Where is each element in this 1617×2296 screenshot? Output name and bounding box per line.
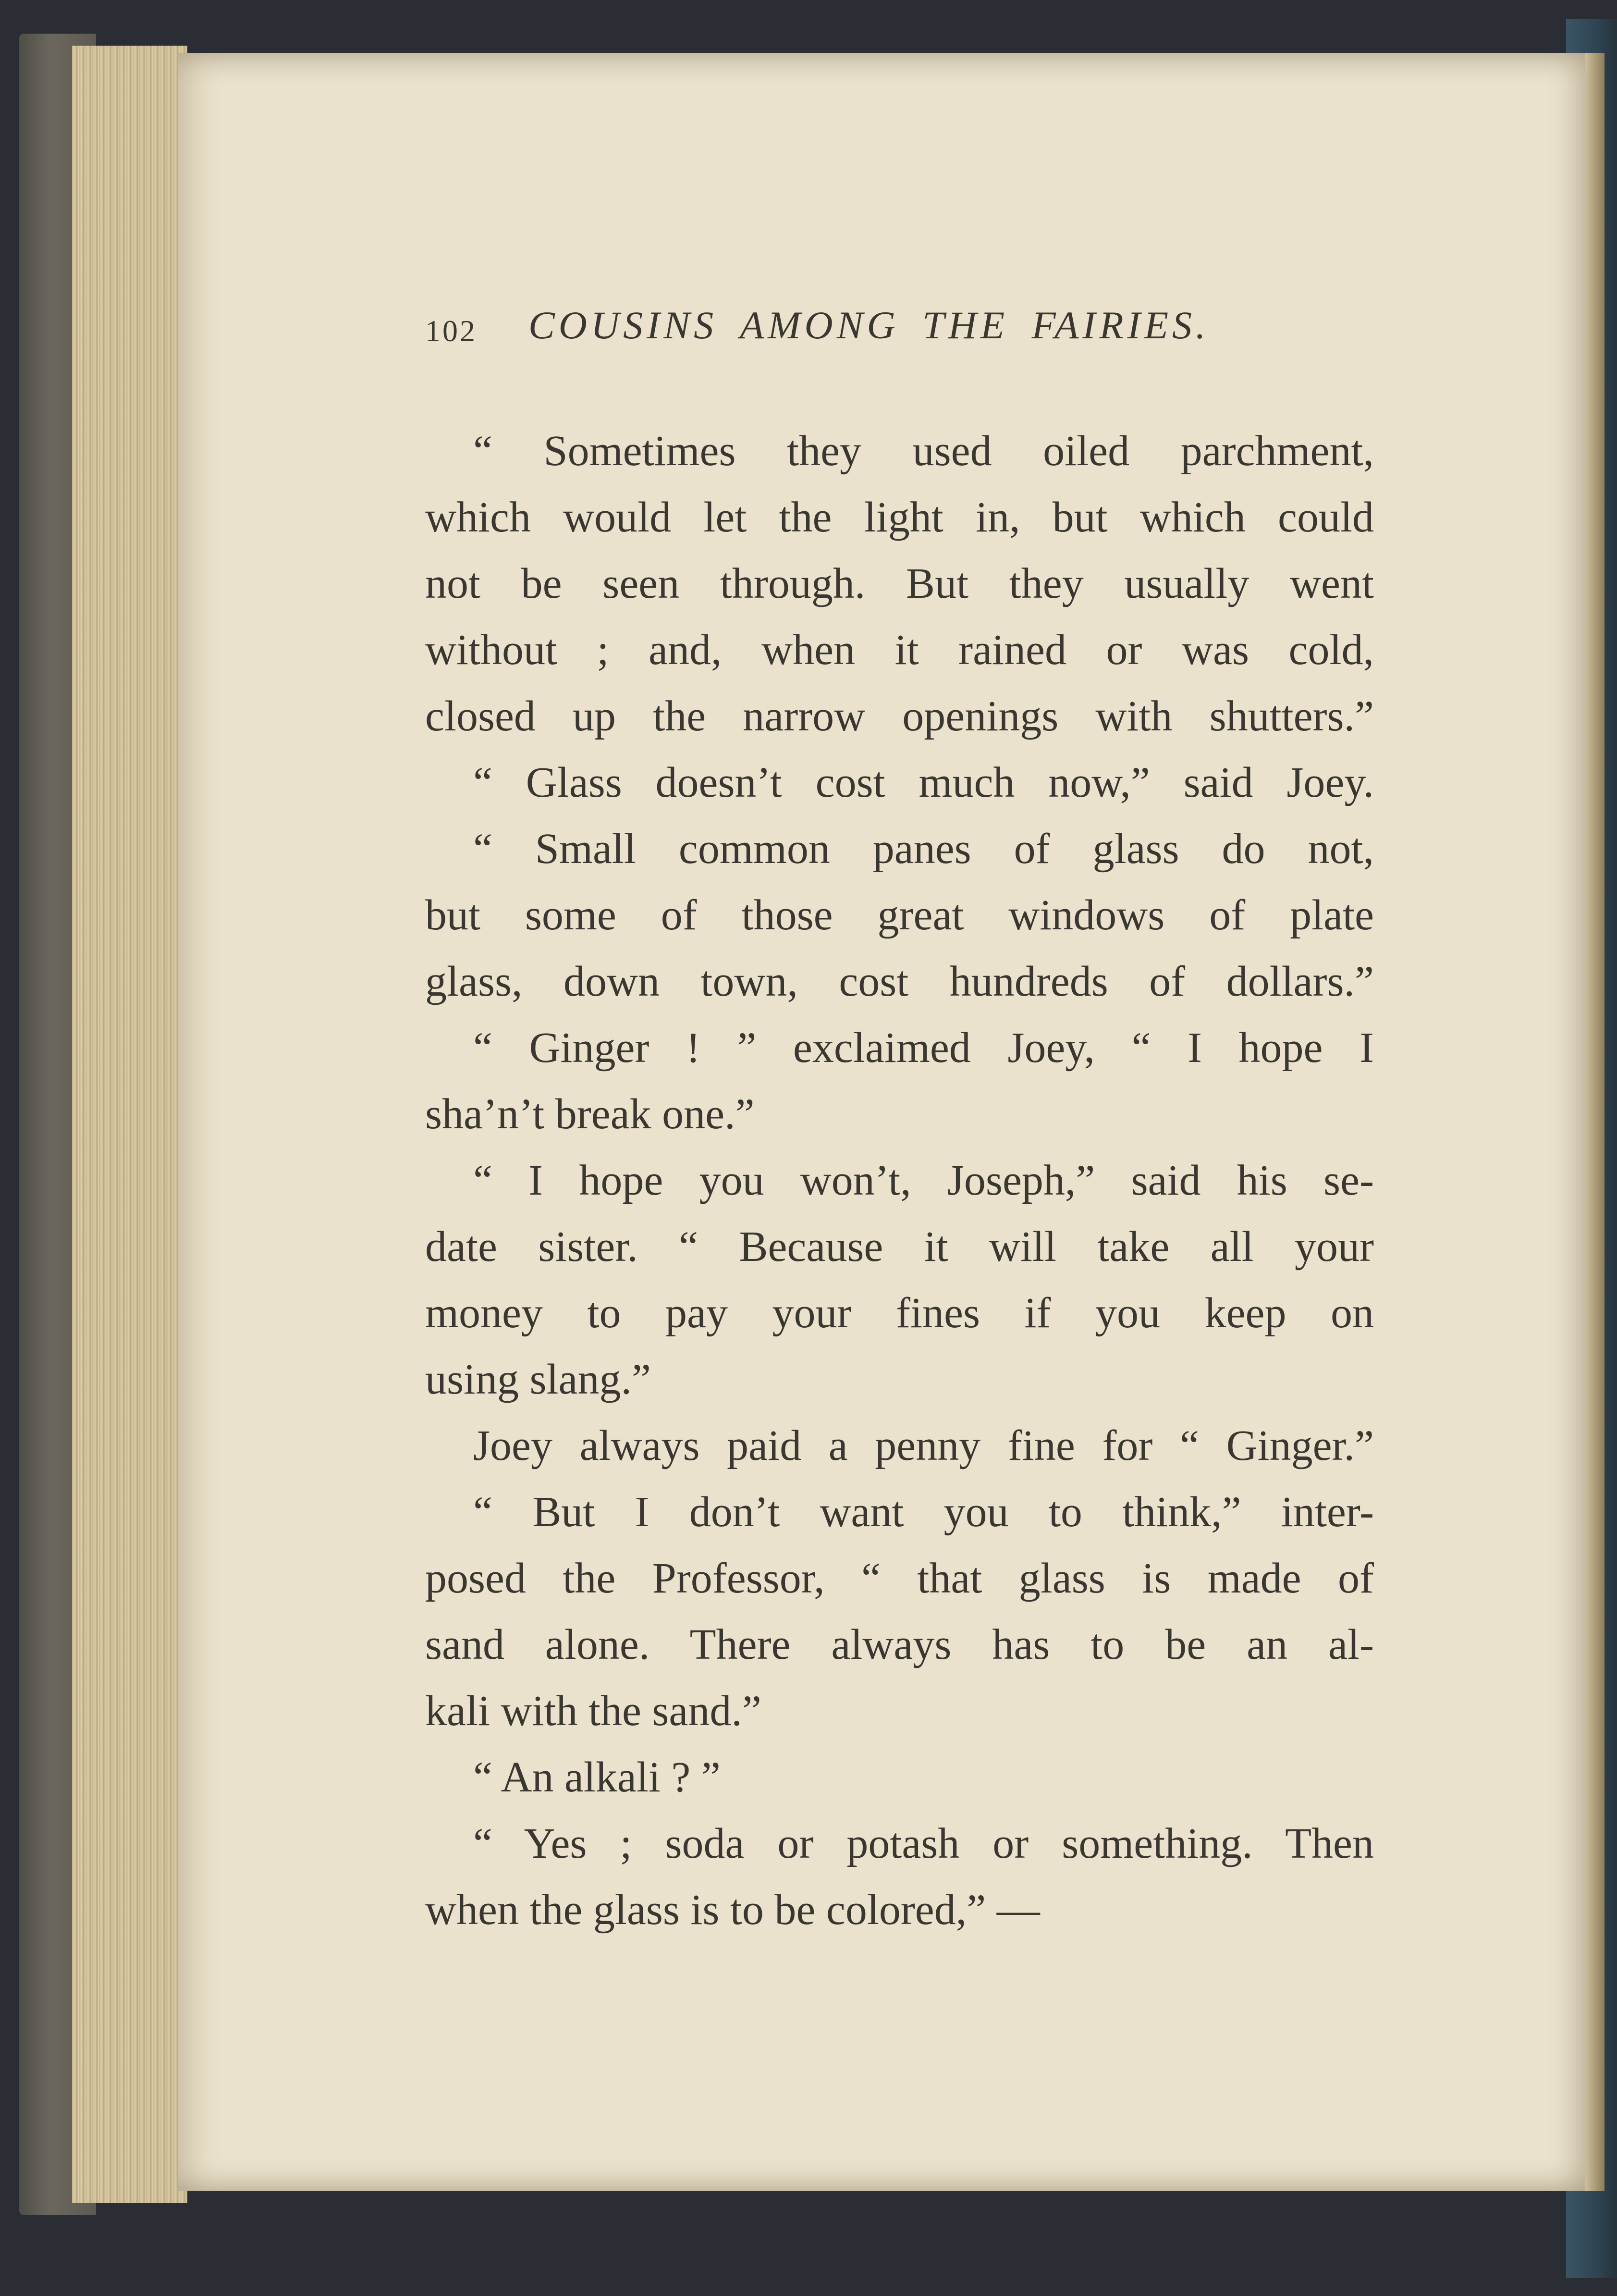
text-line: sand alone. There always has to be an al- xyxy=(425,1621,1374,1668)
text-line: “ Yes ; soda or potash or something. Then xyxy=(473,1820,1374,1867)
text-line: posed the Professor, “ that glass is made of xyxy=(425,1555,1374,1602)
running-title: COUSINS AMONG THE FAIRIES. xyxy=(528,303,1210,347)
text-line: “ Glass doesn’t cost much now,” said Joey. xyxy=(473,759,1374,806)
text-line: but some of those great windows of plate xyxy=(425,891,1374,939)
text-line: when the glass is to be colored,” — xyxy=(425,1886,1040,1934)
text-line: “ Sometimes they used oiled parchment, xyxy=(473,427,1374,475)
text-line: which would let the light in, but which could xyxy=(425,494,1374,541)
body-text xyxy=(425,418,1374,1943)
text-line: money to pay your fines if you keep on xyxy=(425,1289,1374,1337)
text-line: “ I hope you won’t, Joseph,” said his se- xyxy=(473,1157,1374,1204)
text-line: “ But I don’t want you to think,” inter- xyxy=(473,1488,1374,1536)
page-header xyxy=(425,303,1280,360)
text-line: “ Small common panes of glass do not, xyxy=(473,825,1374,873)
text-line: sha’n’t break one.” xyxy=(425,1090,755,1138)
text-line: kali with the sand.” xyxy=(425,1687,761,1735)
text-line: “ Ginger ! ” exclaimed Joey, “ I hope I xyxy=(473,1024,1374,1072)
text-line: date sister. “ Because it will take all your xyxy=(425,1223,1374,1271)
text-line: using slang.” xyxy=(425,1356,651,1403)
text-line: glass, down town, cost hundreds of dollars.” xyxy=(425,958,1374,1005)
page-edges xyxy=(72,46,187,2203)
text-line: Joey always paid a penny fine for “ Ginger.” xyxy=(473,1422,1374,1469)
page-gutter xyxy=(1585,53,1605,2191)
page-number: 102 xyxy=(425,314,477,348)
text-line: closed up the narrow openings with shutters.” xyxy=(425,692,1374,740)
text-line: not be seen through. But they usually went xyxy=(425,560,1374,607)
text-line: “ An alkali ? ” xyxy=(473,1753,721,1801)
text-line: without ; and, when it rained or was cold, xyxy=(425,626,1374,674)
